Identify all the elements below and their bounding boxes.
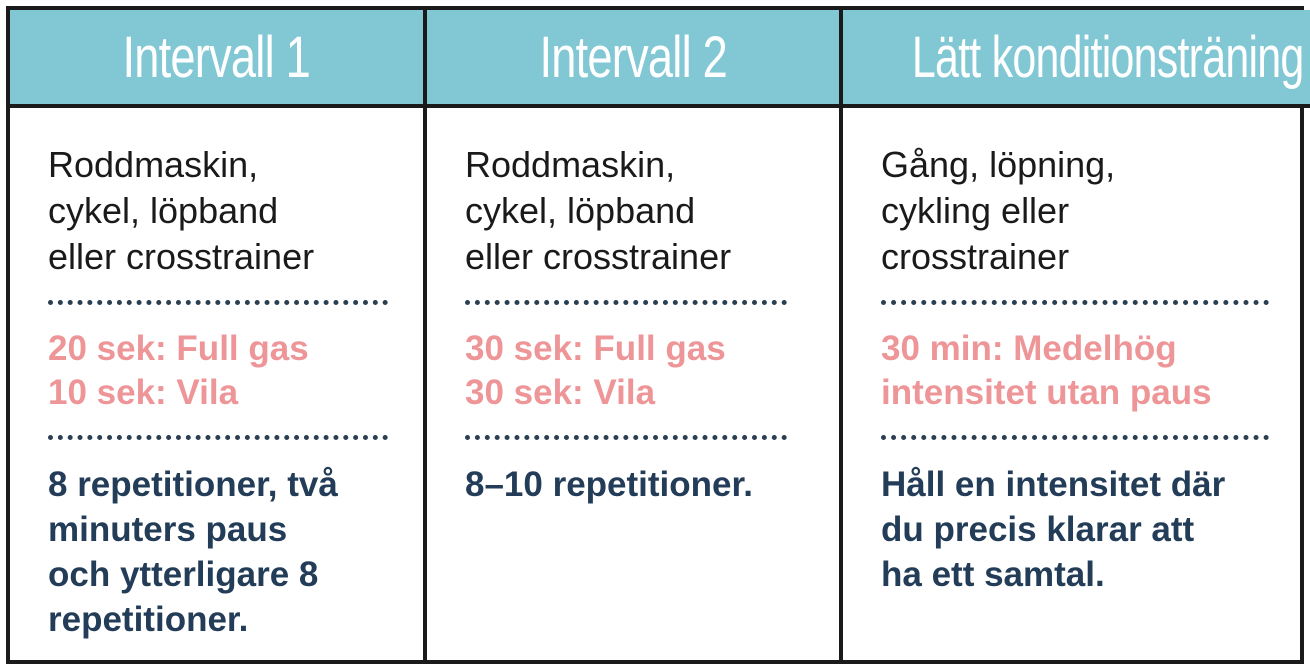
column-header — [427, 10, 839, 108]
column-body — [10, 108, 423, 642]
training-table — [6, 6, 1304, 664]
column-title: Lätt konditionsträning — [911, 24, 1304, 90]
column-intervall-2 — [423, 10, 839, 660]
interval-text: 30 min: Medelhög intensitet utan paus — [881, 329, 1212, 412]
dotted-divider — [881, 300, 1269, 305]
interval-text: 30 sek: Full gas 30 sek: Vila — [465, 329, 726, 412]
interval-text: 20 sek: Full gas 10 sek: Vila — [48, 329, 309, 412]
dotted-divider — [881, 435, 1269, 440]
equipment-text: Roddmaskin, cykel, löpband eller crosstrainer — [48, 144, 315, 277]
dotted-divider — [465, 435, 787, 440]
column-header — [843, 10, 1310, 108]
column-latt-konditionstraning — [839, 10, 1310, 660]
note-text: 8–10 repetitioner. — [465, 465, 753, 504]
column-header — [10, 10, 423, 108]
dotted-divider — [48, 300, 388, 305]
dotted-divider — [48, 435, 388, 440]
column-body — [843, 108, 1310, 597]
column-intervall-1 — [10, 10, 423, 660]
column-title: Intervall 2 — [539, 24, 727, 90]
note-text: Håll en intensitet där du precis klarar att ha ett samtal. — [881, 465, 1226, 594]
dotted-divider — [465, 300, 787, 305]
equipment-text: Gång, löpning, cykling eller crosstrainer — [881, 144, 1116, 277]
equipment-text: Roddmaskin, cykel, löpband eller crosstrainer — [465, 144, 732, 277]
column-title: Intervall 1 — [122, 24, 311, 90]
column-body — [427, 108, 839, 507]
note-text: 8 repetitioner, två minuters paus och ytterligare 8 repetitioner. — [48, 465, 338, 639]
